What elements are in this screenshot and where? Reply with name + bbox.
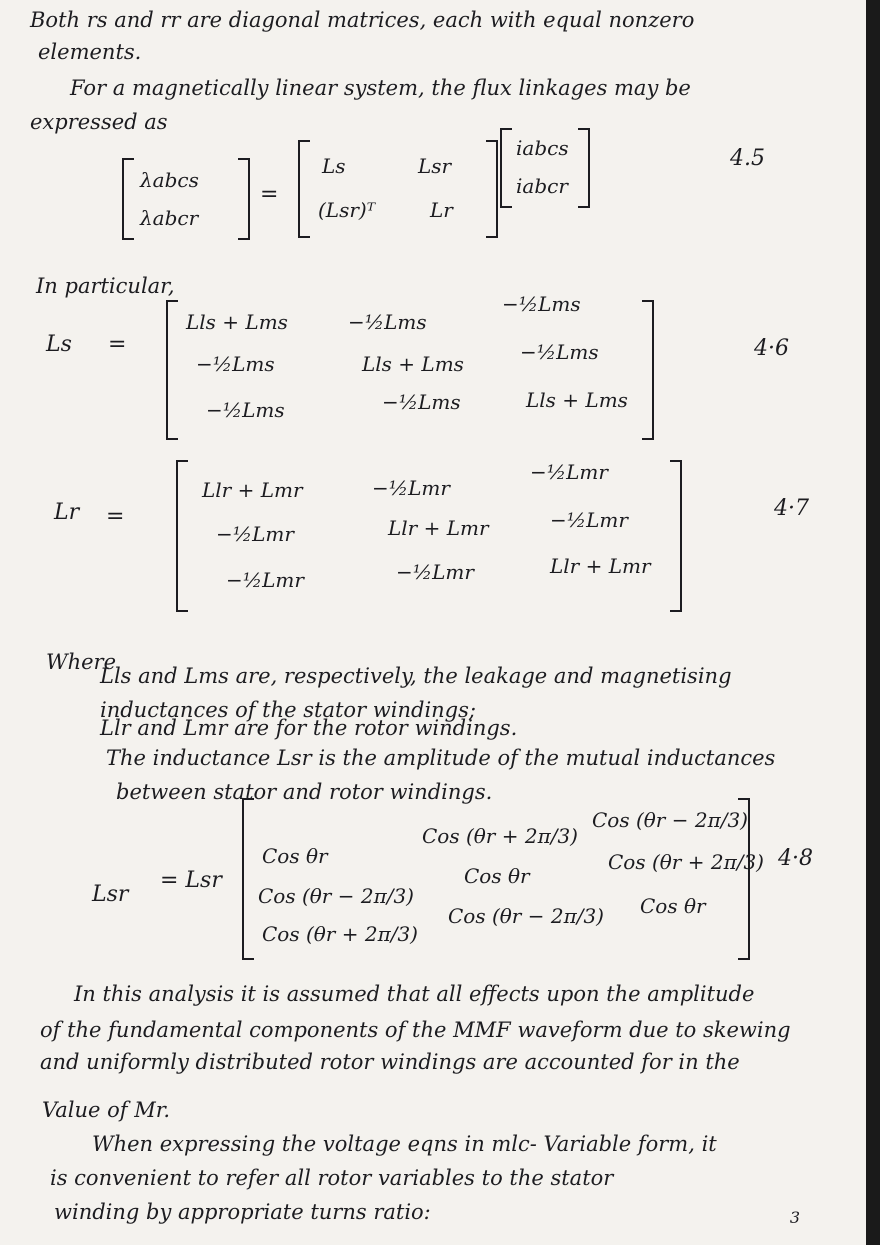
where-label: Where [46,650,117,674]
eq46-number: 4·6 [754,336,789,361]
eq45-equals: = [260,182,279,207]
eq47-r2c3: −½Lmr [550,508,628,532]
eq47-r1c1: Llr + Lmr [202,478,303,502]
eq48-number: 4·8 [778,846,813,871]
eq47-r3c1: −½Lmr [226,568,304,592]
intro-line-1: Both rs and rr are diagonal matrices, each with equal nonzero [30,8,695,32]
eq46-matrix [166,292,654,440]
voltage-line-3: winding by appropriate turns ratio: [54,1200,431,1224]
intro-line-2: elements. [38,40,142,64]
analysis-line-2: of the fundamental components of the MMF waveform due to skewing [40,1018,791,1042]
eq47-lhs: Lr [54,500,80,525]
eq45-current-vector [500,128,590,208]
in-particular: In particular, [36,274,175,298]
eq45-m21: (Lsr)ᵀ [318,198,376,222]
eq47-equals: = [106,504,125,529]
eq45-lhs-top: λabcs [140,168,199,192]
eq46-r1c1: Lls + Lms [186,310,288,334]
eq45-v2: iabcr [516,174,568,198]
eq47-r2c2: Llr + Lmr [388,516,489,540]
intro-line-3: For a magnetically linear system, the flux linkages may be [70,76,691,100]
eq48-r1c1: Cos θr [262,844,328,868]
eq48-r2c2: Cos θr [464,864,530,888]
eq48-equals: = Lsr [160,868,222,893]
eq46-r1c2: −½Lms [348,310,427,334]
page-number: 3 [789,1207,800,1227]
voltage-line-2: is convenient to refer all rotor variables to the stator [50,1166,614,1190]
eq47-r1c3: −½Lmr [530,460,608,484]
where-line-4: The inductance Lsr is the amplitude of the mutual inductances [106,746,776,770]
analysis-line-4: Value of Mr. [42,1098,171,1122]
eq48-r2c1: Cos (θr − 2π/3) [258,884,414,908]
eq48-r2c3: Cos (θr + 2π/3) [608,850,764,874]
eq47-r1c2: −½Lmr [372,476,450,500]
eq48-matrix [242,798,764,960]
eq45-number: 4.5 [730,146,765,171]
where-line-1: Lls and Lms are, respectively, the leakage and magnetising [100,664,732,688]
analysis-line-3: and uniformly distributed rotor windings are accounted for in the [40,1050,740,1074]
eq47-r3c2: −½Lmr [396,560,474,584]
eq47-r3c3: Llr + Lmr [550,554,651,578]
eq45-m22: Lr [430,198,453,222]
eq45-v1: iabcs [516,136,569,160]
eq46-lhs: Ls [46,332,72,357]
eq46-r3c1: −½Lms [206,398,285,422]
eq46-r2c3: −½Lms [520,340,599,364]
voltage-line-1: When expressing the voltage eqns in mlc- Variable form, it [92,1132,717,1156]
eq48-r3c2: Cos (θr − 2π/3) [448,904,604,928]
eq47-number: 4·7 [774,496,809,521]
eq46-r2c1: −½Lms [196,352,275,376]
eq47-r2c1: −½Lmr [216,522,294,546]
where-line-2: inductances of the stator windings; [100,698,476,722]
eq48-r3c3: Cos θr [640,894,706,918]
eq45-lhs-vector [122,158,250,240]
eq48-r1c3: Cos (θr − 2π/3) [592,808,748,832]
eq46-r1c3: −½Lms [502,292,581,316]
eq48-lhs: Lsr [92,882,129,907]
eq46-equals: = [108,332,127,357]
where-line-3: Llr and Lmr are for the rotor windings. [100,716,518,740]
eq46-r3c2: −½Lms [382,390,461,414]
intro-line-4: expressed as [30,110,168,134]
eq48-r3c1: Cos (θr + 2π/3) [262,922,418,946]
eq45-m11: Ls [322,154,346,178]
analysis-line-1: In this analysis it is assumed that all effects upon the amplitude [74,982,755,1006]
eq48-r1c2: Cos (θr + 2π/3) [422,824,578,848]
where-line-5: between stator and rotor windings. [116,780,493,804]
eq45-inductance-matrix [298,140,498,238]
eq47-matrix [176,460,682,612]
eq45-m12: Lsr [418,154,452,178]
eq45-lhs-bottom: λabcr [140,206,199,230]
eq46-r2c2: Lls + Lms [362,352,464,376]
eq46-r3c3: Lls + Lms [526,388,628,412]
scan-edge [866,0,880,1245]
